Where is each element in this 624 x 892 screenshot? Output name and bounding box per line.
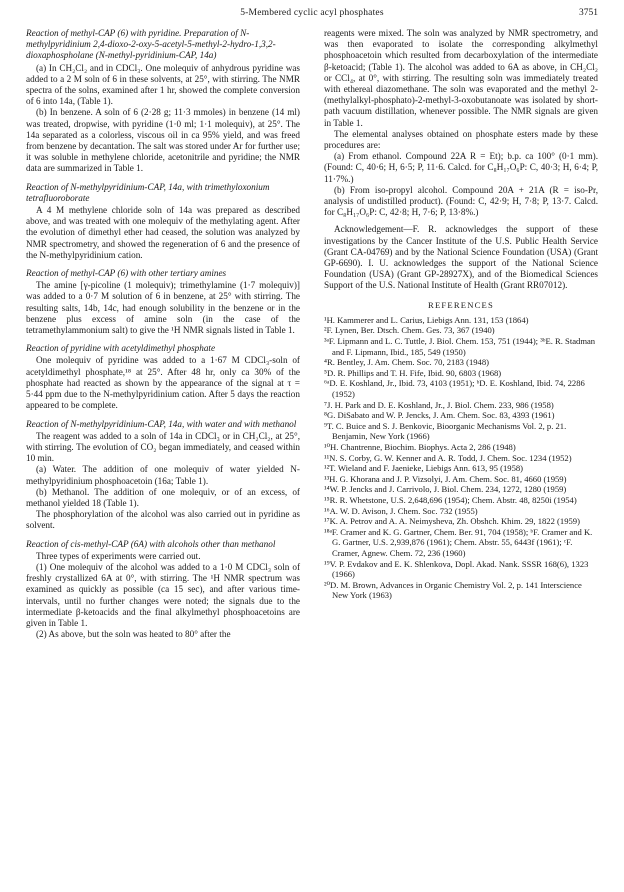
section-heading: Reaction of methyl-CAP (6) with pyridine. Preparation of N-methylpyridinium 2,4-dioxo-2-oxy-5-acetyl-5-methyl-2-hydro-1,3,2-dioxaphospholane (N-methyl-pyridinium-CAP, 14a) [26,28,276,61]
body-paragraph: (a) Water. The addition of one molequiv of water yielded N-methylpyridinium phosphoacetoin (16a; Table 1). [26,464,300,486]
reference-item: ⁵D. R. Phillips and T. H. Fife, Ibid. 90, 6803 (1968) [324,367,502,378]
right-column-body [324,28,598,292]
body-paragraph: (a) From ethanol. Compound 22A R = Et); b.p. ca 100° (0·1 mm). (Found: C, 40·6; H, 6·5; P, 11·6. Calcd. for C₈H₁₇O₆P: C, 40·3; H, 6·4; P, 11·7%.) [324,151,598,184]
reference-item: ⁶ᵃD. E. Koshland, Jr., Ibid. 73, 4103 (1951); ᵇD. E. Koshland, Ibid. 74, 2286 (1952) [324,378,585,400]
running-title: 5-Membered cyclic acyl phosphates [240,8,384,18]
reference-item: ¹⁶A. W. D. Avison, J. Chem. Soc. 732 (1955) [324,505,478,516]
section-heading: Reaction of cis-methyl-CAP (6A) with alcohols other than methanol [26,538,276,549]
reference-item: ²F. Lynen, Ber. Dtsch. Chem. Ges. 73, 367 (1940) [324,325,495,336]
body-paragraph: reagents were mixed. The soln was analyzed by NMR spectrometry, and was then evaporated to isolate the corresponding alkylmethyl phosphoacetoin which resulted from decarboxylation of the intermediate β-ketoacid; (Table 1). The alcohol was added to 6A as above, in CH₂Cl₂ or CCl₄, at 0°, with stirring. The resulting soln was immediately treated with ethereal diazomethane. The soln was evaporated and the methyl 2-(methylalkyl-phosphato)-2-methyl-3-oxobutanoate was isolated by short-path vacuum distillation, whenever possible. The NMR signals are given in Table 1. [324,28,598,128]
right-column [324,28,598,601]
reference-item: ³ᵃF. Lipmann and L. C. Tuttle, J. Biol. Chem. 153, 751 (1944); ³ᵇE. R. Stadman and F. Lipmann, Ibid., 185, 549 (1950) [324,336,596,357]
reference-item: ⁴R. Bentley, J. Am. Chem. Soc. 70, 2183 (1948) [324,357,489,368]
reference-item: ¹⁴W. P. Jencks and J. Carrivolo, J. Biol. Chem. 234, 1272, 1280 (1959) [324,484,567,495]
body-paragraph: Acknowledgement—F. R. acknowledges the support of these investigations by the Cancer Institute of the U.S. Public Health Service (Grant CA-04769) and by the National Science Foundation (USA) (Grant GP-6690). I. U. acknowledges the support of the National Science Foundation (USA) (Grant GP-28927X), and of the Biomedical Sciences Support of the U.S. National Institute of Health (Grant RR07012). [324,224,598,291]
reference-item: ⁹T. C. Buice and S. J. Benkovic, Bioorganic Mechanisms Vol. 2, p. 21. Benjamin, New York (1966) [324,420,567,442]
body-paragraph: The reagent was added to a soln of 14a in CDCl₃ or in CH₂Cl₂, at 25°, with stirring. The evolution of CO₂ began immediately, and ceased within 10 min. [26,430,300,464]
running-header [26,8,598,22]
reference-item: ¹⁰H. Chantrenne, Biochim. Biophys. Acta 2, 286 (1948) [324,442,516,452]
body-paragraph: (b) From iso-propyl alcohol. Compound 20A + 21A (R = iso-Pr, analysis of undistilled product). (Found: C, 42·9; H, 7·8; P, 13·7. Calcd. for C₈H₁₇O₆P: C, 42·8; H, 7·6; P, 13·8%.) [324,184,598,218]
section-heading: Reaction of N-methylpyridinium-CAP, 14a, with water and with methanol [26,418,297,429]
reference-item: ²⁰D. M. Brown, Advances in Organic Chemistry Vol. 2, p. 141 Interscience New York (1963) [324,579,582,601]
body-paragraph: (2) As above, but the soln was heated to 80° after the [36,629,231,640]
reference-item: ¹⁹V. P. Evdakov and E. K. Shlenkova, Dopl. Akad. Nank. SSSR 168(6), 1323 (1966) [324,558,589,580]
body-paragraph: One molequiv of pyridine was added to a 1·67 M CDCl₃-soln of acetyldimethyl phosphate,¹⁸ at 25°. After 48 hr, only ca 30% of the phosphate had reacted as shown by the appearance of the signal at τ = 5·44 ppm due to the N-methylpyridinium cation. After 5 days the reaction appeared to be complete. [26,355,300,411]
reference-item: ¹⁵R. R. Whetstone, U.S. 2,648,696 (1954); Chem. Abstr. 48, 8250i (1954) [324,494,577,505]
page-number: 3751 [579,8,598,18]
reference-item: ¹¹N. S. Corby, G. W. Kenner and A. R. Todd, J. Chem. Soc. 1234 (1952) [324,452,572,463]
reference-item: ¹H. Kammerer and L. Carius, Liebigs Ann. 131, 153 (1864) [324,314,529,325]
reference-item: ¹³H. G. Khorana and J. P. Vizsolyi, J. Am. Chem. Soc. 81, 4660 (1959) [324,473,567,484]
reference-list [324,315,598,601]
reference-item: ⁷J. H. Park and D. E. Koshland, Jr., J. Biol. Chem. 233, 986 (1958) [324,399,554,410]
reference-item: ¹⁷K. A. Petrov and A. A. Neimysheva, Zh. Obshch. Khim. 29, 1822 (1959) [324,516,580,527]
body-paragraph: (b) Methanol. The addition of one molequiv, or of an excess, of methanol yielded 18 (Table 1). [26,486,300,508]
section-heading: Reaction of pyridine with acetyldimethyl phosphate [26,343,216,354]
body-paragraph: The amine [γ-picoline (1 molequiv); trimethylamine (1·7 molequiv)] was added to a 0·7 M solution of 6 in benzene, at 25° with stirring. The resulting salts, 14b, 14c, had enough solubility in the benzene or in the benzene plus excess of amine soln (in the case of the tetramethylammonium salt) to give the ¹H NMR signals listed in Table 1. [26,280,300,336]
body-paragraph: The phosphorylation of the alcohol was also carried out in pyridine as solvent. [26,509,300,531]
section-heading: Reaction of methyl-CAP (6) with other tertiary amines [26,268,227,279]
reference-item: ⁸G. DiSabato and W. P. Jencks, J. Am. Chem. Soc. 83, 4393 (1961) [324,410,555,421]
reference-item: ¹²T. Wieland and F. Jaenieke, Liebigs Ann. 613, 95 (1958) [324,463,524,474]
body-paragraph: Three types of experiments were carried out. [36,550,201,561]
references-heading: REFERENCES [428,299,494,310]
body-paragraph: (a) In CH₂Cl₂ and in CDCl₃. One molequiv of anhydrous pyridine was added to a 2 M soln of 6 in these solvents, at 25°, with stirring. The NMR spectra of the solns, examined after 1 hr, showed the complete conversion of 6 into 14a, (Table 1). [26,62,300,107]
left-column [26,28,300,640]
reference-item: ¹⁸ᵃF. Cramer and K. G. Gartner, Chem. Ber. 91, 704 (1958); ᵇF. Cramer and K. G. Gartner, U.S. 2,939,876 (1961); Chem. Abstr. 55, 6443f (1961); ᶜF. Cramer, Agnew. Chem. 72, 236 (1960) [324,526,593,558]
body-paragraph: The elemental analyses obtained on phosphate esters made by these procedures are: [324,128,598,151]
section-heading: Reaction of N-methylpyridinium-CAP, 14a, with trimethyloxonium tetrafluoroborate [26,181,270,203]
body-paragraph: (b) In benzene. A soln of 6 (2·28 g; 11·3 mmoles) in benzene (14 ml) was treated, dropwise, with pyridine (1·0 ml; 1·1 molequiv), at 25°. The 14a separated as a colorless, viscous oil in ca 95% yield, and was freed from benzene by decantation. The salt was stored under Ar for further use; it was soluble in methylene chloride, acetonitrile and pyridine; the NMR data are summarized in Table 1. [26,107,300,174]
body-paragraph: (1) One molequiv of the alcohol was added to a 1·0 M CDCl₃ soln of freshly crystallized 6A at 0°, with stirring. The ¹H NMR spectrum was examined as quickly as possible (ca 15 sec), and after various time-intervals, until no further changes were noted; the signals due to the intermediate β-ketoacids and the final alkylmethyl phosphoacetoins are given in Table 1. [26,561,300,628]
body-paragraph: A 4 M methylene chloride soln of 14a was prepared as described above, and was treated with one molequiv of the methylating agent. After the evolution of dimethyl ether had ceased, the solution was analyzed by NMR spectrometry, and showed the regeneration of 6 and the presence of the N-methylpyridinium cation. [26,205,300,260]
